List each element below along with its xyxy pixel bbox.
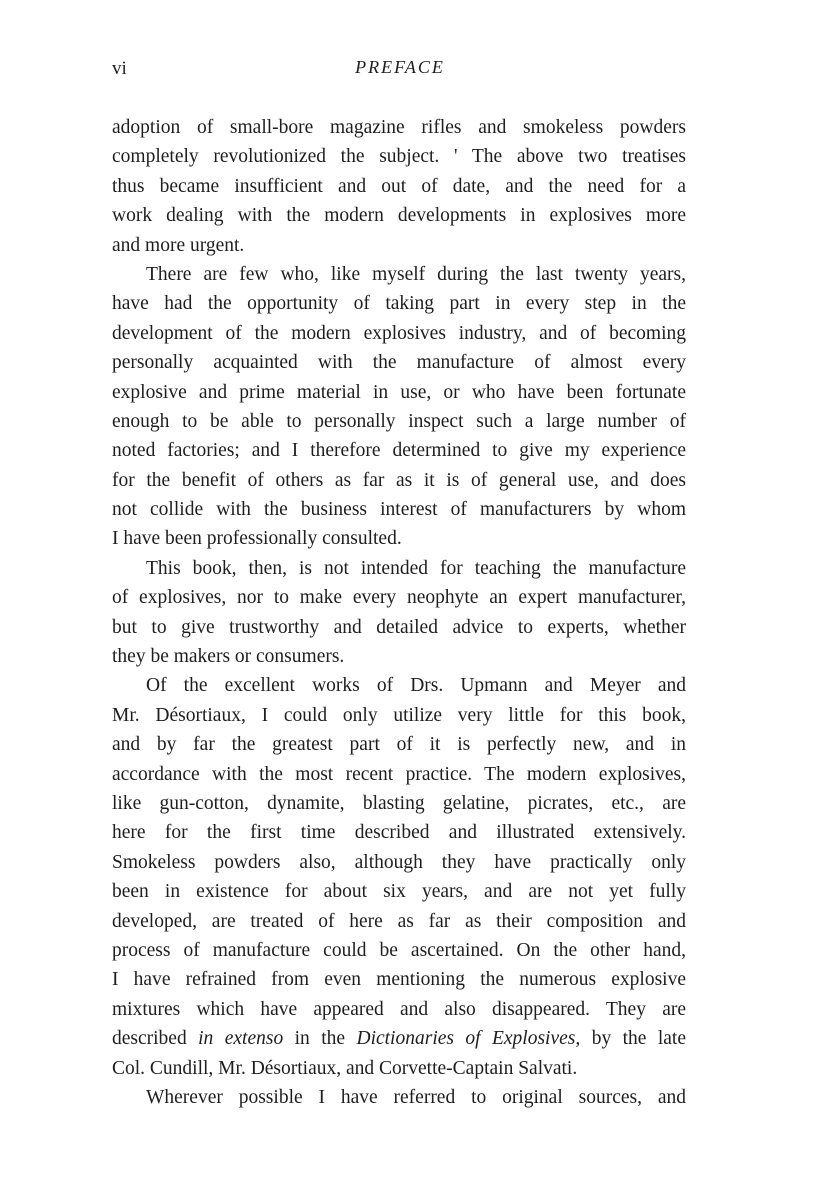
text-run: and more urgent. bbox=[112, 234, 245, 256]
text-run: personally acquainted with the manufacture of almost every bbox=[112, 352, 686, 374]
text-run: developed, are treated of here as far as their composition and bbox=[112, 910, 686, 932]
running-title: PREFACE bbox=[355, 57, 445, 77]
body-text bbox=[112, 113, 686, 1112]
page-number: vi bbox=[112, 58, 127, 79]
text-line bbox=[112, 701, 686, 730]
text-line bbox=[112, 113, 686, 142]
text-line bbox=[112, 436, 686, 465]
text-line bbox=[112, 936, 686, 965]
text-run: adoption of small-bore magazine rifles and smokeless powders bbox=[112, 117, 686, 138]
text-run: have had the opportunity of taking part in every step in the bbox=[112, 293, 686, 315]
paragraph bbox=[112, 554, 686, 672]
text-run: noted factories; and I therefore determined to give my experience bbox=[112, 440, 686, 462]
text-run: Smokeless powders also, although they have practically only bbox=[112, 851, 686, 873]
text-run: This book, then, is not intended for teaching the manufacture bbox=[146, 557, 686, 579]
text-run: of explosives, nor to make every neophyte an expert manufacturer, bbox=[112, 587, 686, 609]
text-line bbox=[112, 231, 686, 260]
text-run: here for the first time described and illustrated extensively. bbox=[112, 822, 686, 844]
text-line bbox=[112, 554, 686, 583]
text-line bbox=[112, 407, 686, 436]
text-run: thus became insufficient and out of date, and the need for a bbox=[112, 175, 686, 197]
text-run: Of the excellent works of Drs. Upmann and Meyer and bbox=[146, 675, 686, 697]
text-run: they be makers or consumers. bbox=[112, 646, 345, 668]
text-run: I have refrained from even mentioning the numerous explosive bbox=[112, 969, 686, 991]
text-line bbox=[112, 466, 686, 495]
text-run: completely revolutionized the subject. ' The above two treatises bbox=[112, 146, 686, 168]
text-run: been in existence for about six years, and are not yet fully bbox=[112, 881, 686, 903]
paragraph bbox=[112, 671, 686, 1082]
text-line bbox=[112, 172, 686, 201]
text-run: in the bbox=[283, 1028, 357, 1050]
text-run: and by far the greatest part of it is perfectly new, and in bbox=[112, 734, 686, 756]
text-run: accordance with the most recent practice. The modern explosives, bbox=[112, 763, 686, 785]
text-line bbox=[112, 142, 686, 171]
text-line bbox=[112, 789, 686, 818]
text-line bbox=[112, 877, 686, 906]
text-line bbox=[112, 260, 686, 289]
text-line bbox=[112, 965, 686, 994]
italic-text-run: Dictionaries of Explosives, bbox=[356, 1028, 581, 1050]
text-run: process of manufacture could be ascertained. On the other hand, bbox=[112, 939, 686, 961]
text-line bbox=[112, 201, 686, 230]
text-run: for the benefit of others as far as it is of general use, and does bbox=[112, 469, 686, 491]
text-run: described bbox=[112, 1028, 199, 1050]
text-line bbox=[112, 1083, 686, 1112]
paragraph bbox=[112, 1083, 686, 1112]
text-line bbox=[112, 495, 686, 524]
text-run: work dealing with the modern developments in explosives more bbox=[112, 205, 686, 227]
text-run: development of the modern explosives industry, and of becoming bbox=[112, 322, 686, 344]
paragraph bbox=[112, 260, 686, 554]
text-run: like gun-cotton, dynamite, blasting gelatine, picrates, etc., are bbox=[112, 792, 686, 814]
text-line bbox=[112, 730, 686, 759]
text-run: mixtures which have appeared and also disappeared. They are bbox=[112, 998, 686, 1020]
text-run: Col. Cundill, Mr. Désortiaux, and Corvette-Captain Salvati. bbox=[112, 1057, 578, 1079]
text-line bbox=[112, 818, 686, 847]
text-line bbox=[112, 524, 686, 553]
text-run: enough to be able to personally inspect such a large number of bbox=[112, 410, 686, 432]
text-line bbox=[112, 319, 686, 348]
text-run: Wherever possible I have referred to original sources, and bbox=[146, 1086, 686, 1108]
text-line bbox=[112, 760, 686, 789]
text-line bbox=[112, 671, 686, 700]
text-line bbox=[112, 848, 686, 877]
text-run: I have been professionally consulted. bbox=[112, 528, 402, 550]
text-line bbox=[112, 613, 686, 642]
text-line bbox=[112, 583, 686, 612]
text-line bbox=[112, 907, 686, 936]
text-line bbox=[112, 289, 686, 318]
text-run: There are few who, like myself during the last twenty years, bbox=[146, 263, 686, 285]
text-run: but to give trustworthy and detailed advice to experts, whether bbox=[112, 616, 686, 638]
text-run: explosive and prime material in use, or who have been fortunate bbox=[112, 381, 686, 403]
text-line bbox=[112, 348, 686, 377]
text-run: Mr. Désortiaux, I could only utilize very little for this book, bbox=[112, 704, 686, 726]
text-run: by the late bbox=[580, 1028, 687, 1050]
text-run: not collide with the business interest of manufacturers by whom bbox=[112, 499, 686, 521]
paragraph bbox=[112, 113, 686, 260]
text-line bbox=[112, 378, 686, 407]
italic-text-run: in extenso bbox=[198, 1028, 284, 1050]
text-line bbox=[112, 642, 686, 671]
text-line bbox=[112, 1024, 686, 1053]
text-line bbox=[112, 1054, 686, 1083]
text-line bbox=[112, 995, 686, 1024]
